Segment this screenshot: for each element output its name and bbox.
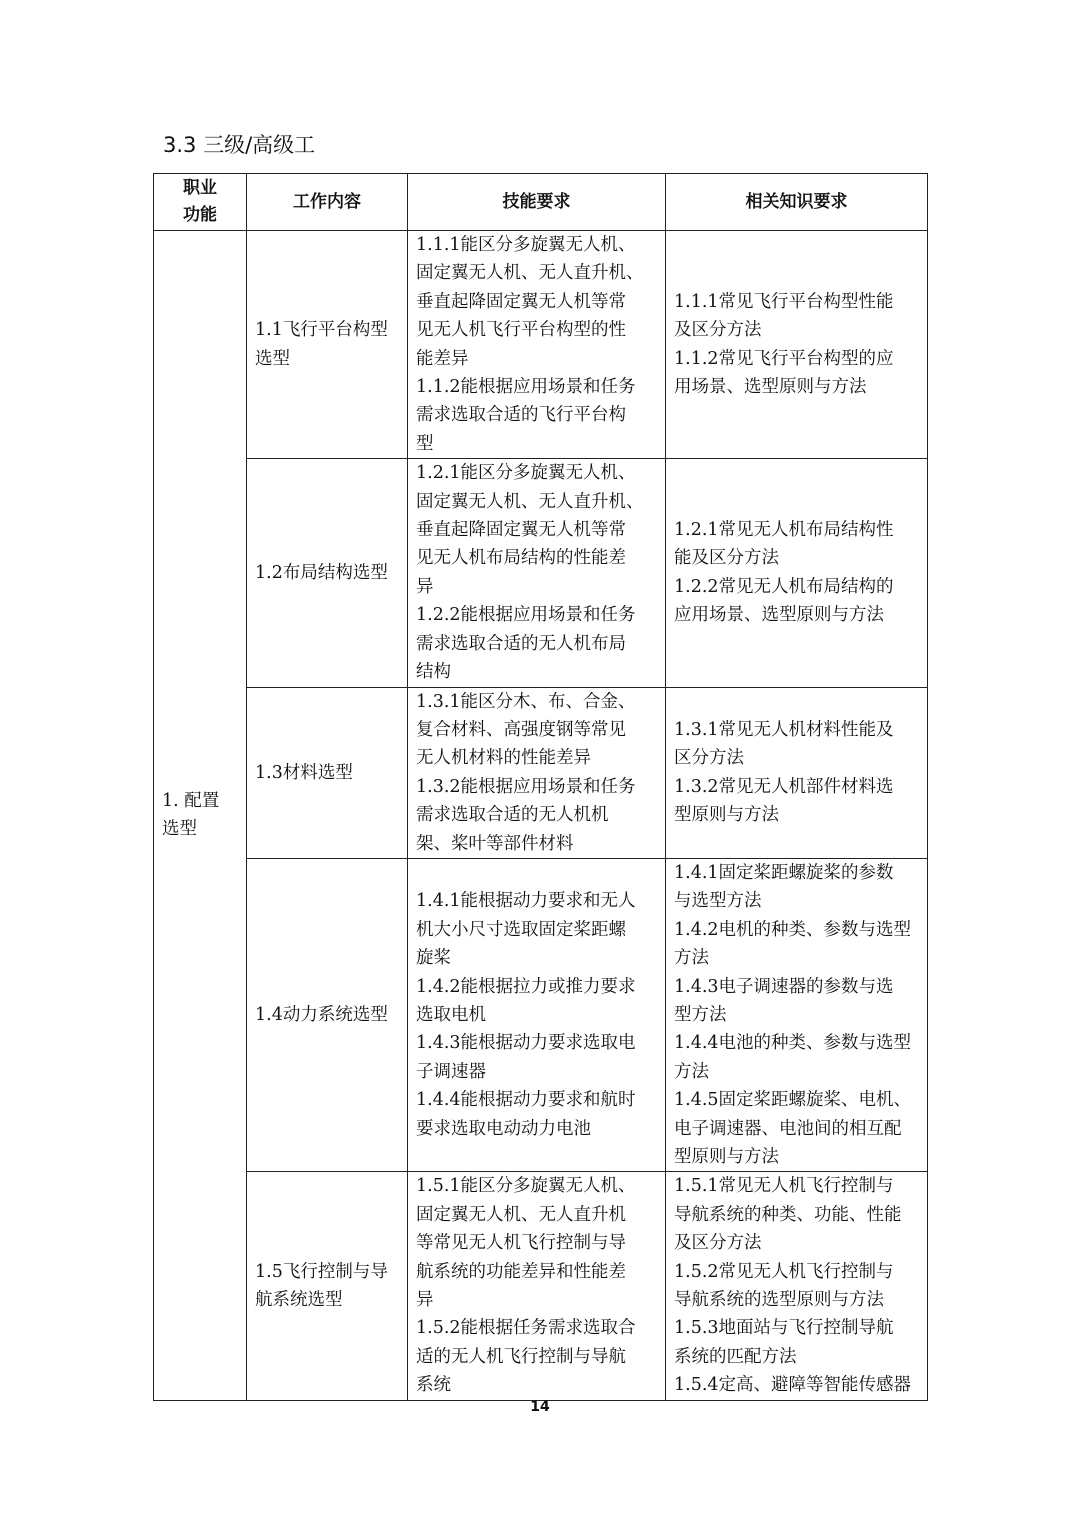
skill-item: 1.1.1能区分多旋翼无人机、 固定翼无人机、无人直升机、 垂直起降固定翼无人机等常 见无人机飞行平台构型的性 能差异 (416, 235, 644, 369)
table-row (154, 1172, 928, 1400)
knowledge-cell (666, 687, 928, 858)
skill-item: 1.1.2能根据应用场景和任务 需求选取合适的飞行平台构 型 (416, 377, 636, 454)
knowledge-item: 1.5.1常见无人机飞行控制与 导航系统的种类、功能、性能 及区分方法 (674, 1176, 902, 1254)
table-header-row (154, 174, 928, 231)
table-row (154, 858, 928, 1171)
skills-cell (408, 687, 666, 858)
skill-item: 1.5.1能区分多旋翼无人机、 固定翼无人机、无人直升机 等常见无人机飞行控制与导 航系统的功能差异和性能差 异 (416, 1176, 636, 1311)
header-occupational-function: 职业 功能 (154, 174, 247, 231)
skill-requirements-table (153, 173, 928, 1401)
skill-item: 1.2.1能区分多旋翼无人机、 固定翼无人机、无人直升机、 垂直起降固定翼无人机等常 见无人机布局结构的性能差 异 (416, 463, 644, 597)
table-row (154, 231, 928, 459)
skill-item: 1.4.4能根据动力要求和航时 要求选取电动动力电池 (416, 1090, 636, 1139)
knowledge-item: 1.2.1常见无人机布局结构性 能及区分方法 (674, 520, 894, 569)
function-cell: 1. 配置 选型 (154, 231, 247, 1401)
table-row (154, 459, 928, 687)
section-title: 3.3 三级/高级工 (163, 133, 316, 157)
knowledge-item: 1.3.2常见无人机部件材料选 型原则与方法 (674, 776, 894, 826)
page-number: 14 (530, 1399, 550, 1415)
skills-cell (408, 858, 666, 1171)
work-content-cell: 1.2布局结构选型 (247, 459, 408, 687)
skill-item: 1.4.3能根据动力要求选取电 子调速器 (416, 1033, 636, 1082)
knowledge-item: 1.1.1常见飞行平台构型性能 及区分方法 (674, 291, 894, 341)
skills-cell (408, 1172, 666, 1400)
knowledge-cell (666, 1172, 928, 1400)
knowledge-cell (666, 459, 928, 687)
knowledge-item: 1.5.2常见无人机飞行控制与 导航系统的选型原则与方法 (674, 1261, 894, 1311)
skill-item: 1.4.2能根据拉力或推力要求 选取电机 (416, 976, 636, 1025)
knowledge-item: 1.5.4定高、避障等智能传感器 (674, 1375, 912, 1396)
skill-item: 1.3.2能根据应用场景和任务 需求选取合适的无人机机 架、桨叶等部件材料 (416, 776, 636, 854)
knowledge-item: 1.4.2电机的种类、参数与选型 方法 (674, 919, 912, 969)
knowledge-item: 1.5.3地面站与飞行控制导航 系统的匹配方法 (674, 1318, 894, 1367)
knowledge-cell (666, 231, 928, 459)
knowledge-item: 1.4.1固定桨距螺旋桨的参数 与选型方法 (674, 862, 894, 912)
header-knowledge-requirements: 相关知识要求 (666, 174, 928, 231)
knowledge-item: 1.4.3电子调速器的参数与选 型方法 (674, 976, 894, 1025)
knowledge-item: 1.4.4电池的种类、参数与选型 方法 (674, 1033, 912, 1082)
skill-item: 1.2.2能根据应用场景和任务 需求选取合适的无人机布局 结构 (416, 605, 636, 683)
work-content-cell: 1.3材料选型 (247, 687, 408, 858)
knowledge-item: 1.1.2常见飞行平台构型的应 用场景、选型原则与方法 (674, 348, 894, 398)
work-content-cell: 1.5飞行控制与导 航系统选型 (247, 1172, 408, 1400)
header-work-content: 工作内容 (247, 174, 408, 231)
skills-cell (408, 231, 666, 459)
knowledge-item: 1.2.2常见无人机布局结构的 应用场景、选型原则与方法 (674, 576, 894, 626)
knowledge-cell (666, 858, 928, 1171)
skill-item: 1.3.1能区分木、布、合金、 复合材料、高强度钢等常见 无人机材料的性能差异 (416, 691, 636, 769)
work-content-cell: 1.1飞行平台构型 选型 (247, 231, 408, 459)
skill-item: 1.5.2能根据任务需求选取合 适的无人机飞行控制与导航 系统 (416, 1318, 636, 1396)
work-content-cell: 1.4动力系统选型 (247, 858, 408, 1171)
knowledge-item: 1.3.1常见无人机材料性能及 区分方法 (674, 719, 894, 769)
table-row (154, 687, 928, 858)
skills-cell (408, 459, 666, 687)
header-skill-requirements: 技能要求 (408, 174, 666, 231)
skill-item: 1.4.1能根据动力要求和无人 机大小尺寸选取固定桨距螺 旋桨 (416, 891, 636, 969)
knowledge-item: 1.4.5固定桨距螺旋桨、电机、 电子调速器、电池间的相互配 型原则与方法 (674, 1090, 912, 1167)
